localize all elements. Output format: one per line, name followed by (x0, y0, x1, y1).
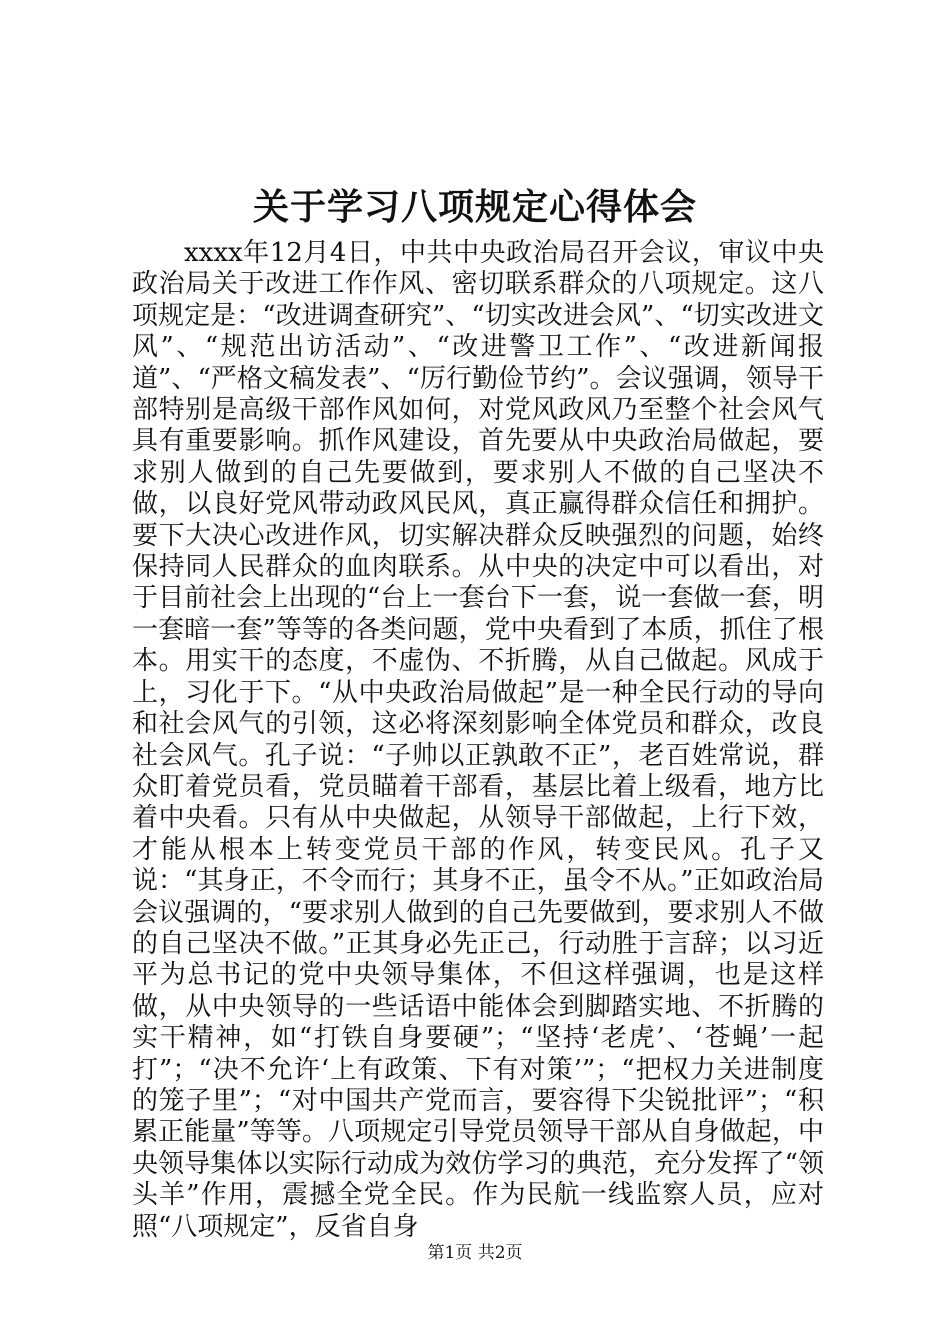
document-title: 关于学习八项规定心得体会 (252, 187, 697, 228)
document-body-paragraph: xxxx年12月4日，中共中央政治局召开会议，审议中央政治局关于改进工作作风、密切联系群众的八项规定。这八项规定是：“改进调查研究”、“切实改进会风”、“切实改进文风”、“规范出访活动”、“改进警卫工作”、“改进新闻报道”、“严格文稿发表”、“厉行勤俭节约”。会议强调，领导干部特别是高级干部作风如何，对党风政风乃至整个社会风气具有重要影响。抓作风建设，首先要从中央政治局做起，要求别人做到的自己先要做到，要求别人不做的自己坚决不做，以良好党风带动政风民风，真正赢得群众信任和拥护。要下大决心改进作风，切实解决群众反映强烈的问题，始终保持同人民群众的血肉联系。从中央的决定中可以看出，对于目前社会上出现的“台上一套台下一套，说一套做一套，明一套暗一套”等等的各类问题，党中央看到了本质，抓住了根本。用实干的态度，不虚伪、不折腾，从自己做起。风成于上，习化于下。“从中央政治局做起”是一种全民行动的导向和社会风气的引领，这必将深刻影响全体党员和群众，改良社会风气。孔子说：“子帅以正孰敢不正”，老百姓常说，群众盯着党员看，党员瞄着干部看，基层比着上级看，地方比着中央看。只有从中央做起，从领导干部做起，上行下效，才能从根本上转变党员干部的作风，转变民风。孔子又说：“其身正，不令而行；其身不正，虽令不从。”正如政治局会议强调的，“要求别人做到的自己先要做到，要求别人不做的自己坚决不做。”正其身必先正己，行动胜于言辞；以习近平为总书记的党中央领导集体，不但这样强调，也是这样做，从中央领导的一些话语中能体会到脚踏实地、不折腾的实干精神，如“打铁自身要硬”；“坚持‘老虎’、‘苍蝇’一起打”；“决不允许‘上有政策、下有对策’”；“把权力关进制度的笼子里”；“对中国共产党而言，要容得下尖锐批评”；“积累正能量”等等。八项规定引导党员领导干部从自身做起，中央领导集体以实际行动成为效仿学习的典范，充分发挥了“领头羊”作用，震撼全党全民。作为民航一线监察人员，应对照“八项规定”，反省自身 (132, 238, 824, 1242)
page-footer: 第1页 共2页 (427, 1243, 523, 1263)
